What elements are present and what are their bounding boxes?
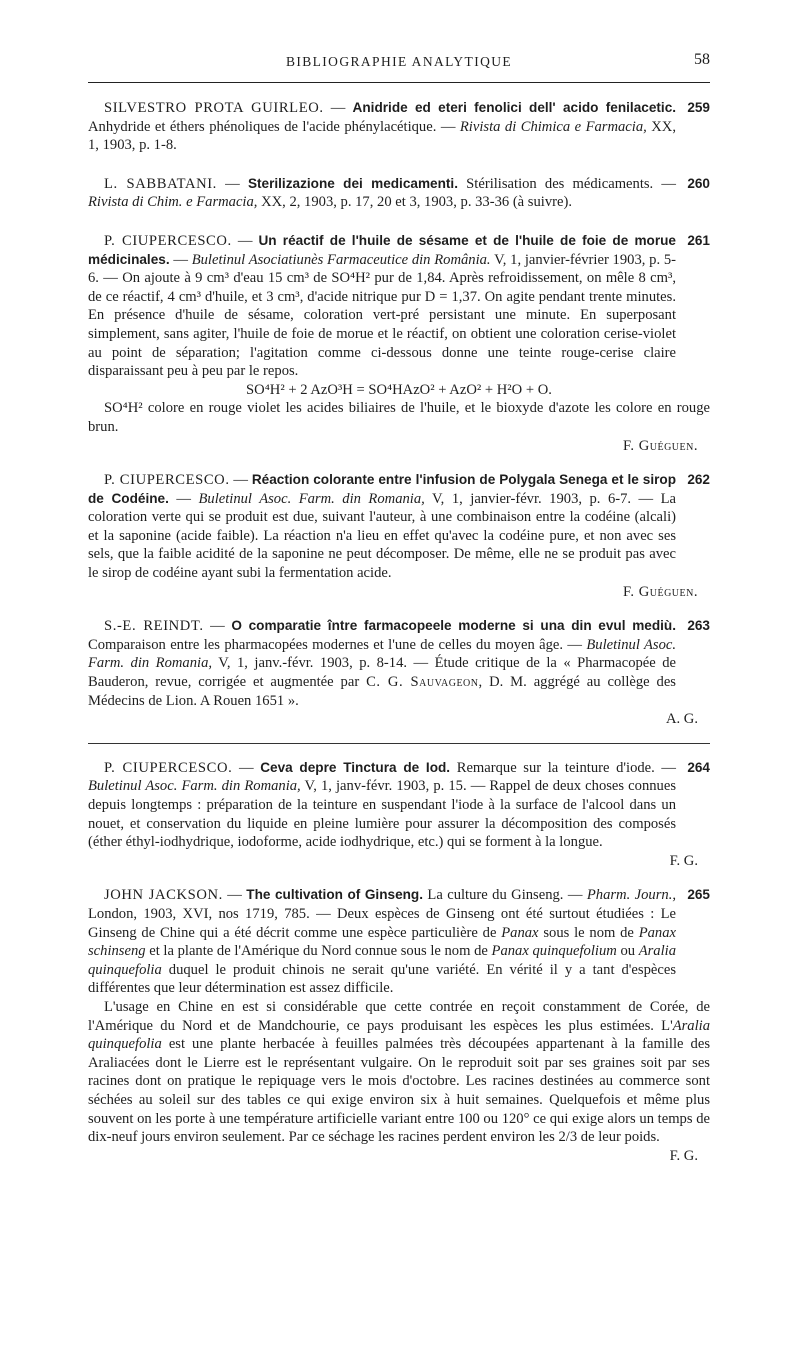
entry-title: Réaction colorante entre l'infusion de Polygala Senega et le sirop de Codéine. xyxy=(88,472,676,506)
entry-source: Pharm. Journ., xyxy=(586,887,676,904)
dash: — xyxy=(229,472,252,489)
entry-signature: F. G. xyxy=(669,852,698,869)
entry-text: Stérilisation des médicaments. — xyxy=(457,175,676,192)
entry-signature: F. Guéguen. xyxy=(622,437,698,454)
entry-title: The cultivation of Ginseng. xyxy=(246,887,424,903)
entry-text: Remarque sur la teinture d'iode. — xyxy=(450,759,676,776)
entry-264 xyxy=(88,759,710,871)
entry-source: Buletinul Asoc. Farm. din Romania, xyxy=(198,490,425,507)
taxon-name: Aralia quinquefolia xyxy=(88,1017,710,1053)
entry-tail: , D. M. aggrégé au collège des Médecins de Lion. A Rouen 1651 ». xyxy=(88,674,676,709)
entry-number: 265 xyxy=(681,886,710,905)
entry-source: Buletinul Asoc. Farm. din Romania, xyxy=(88,778,301,795)
entry-262 xyxy=(88,471,710,601)
entry-263 xyxy=(88,617,710,729)
entry-signature: F. Guéguen. xyxy=(622,583,698,600)
entry-259 xyxy=(88,99,710,155)
entry-body xyxy=(88,759,710,852)
dash: — xyxy=(231,232,259,249)
entry-260 xyxy=(88,175,710,212)
entry-author: JOHN JACKSON. xyxy=(104,887,223,904)
entry-tail: V, 1, janvier-févr. 1903, p. 6-7. — La coloration verte qui se produit est due, suivant l'auteur, à une combinaison entre la codéine (alcali) et la saponine (acide faible). La réaction n'a lieu en effet qu'avec la codéine pure, et non avec ses sels, que la faible acidité de la saponine ne peut décomposer. De même, elle ne se produit pas avec le sirop de codéine ayant subi la fermentation acide. xyxy=(88,490,677,582)
entry-author: SILVESTRO PROTA GUIRLEO. xyxy=(104,100,324,116)
dash: — xyxy=(232,759,261,776)
entry-text: La culture du Ginseng. — xyxy=(423,887,587,904)
running-title: BIBLIOGRAPHIE ANALYTIQUE xyxy=(285,54,513,69)
entry-tail: XX, 1, 1903, p. 1-8. xyxy=(88,118,676,154)
paragraph-text: L'usage en Chine en est si considérable que cette contrée en reçoit constamment de Corée, de l'Amérique du Nord et de Mandchourie, ce pays produisant les espèces les plus estimées. L' xyxy=(88,998,710,1034)
entry-text: Anhydride et éthers phénoliques de l'acide phénylacétique. — xyxy=(88,118,460,135)
page xyxy=(88,50,710,1165)
taxon-name: Panax xyxy=(501,924,539,941)
dash: — xyxy=(203,618,232,635)
entry-tail: sous le nom de xyxy=(538,924,639,941)
dash: — xyxy=(216,175,248,192)
chemical-formula: SO⁴H² + 2 AzO³H = SO⁴HAzO² + AzO² + H²O + O. xyxy=(246,381,552,398)
entry-source: Rivista di Chimica e Farmacia, xyxy=(459,118,647,135)
entry-number: 262 xyxy=(681,471,710,490)
entry-title: Ceva depre Tinctura de Iod. xyxy=(260,759,451,775)
entry-number: 263 xyxy=(681,617,710,636)
running-head xyxy=(88,50,710,76)
entry-tail: London, 1903, XVI, nos 1719, 785. — Deux espèces de Ginseng ont été surtout étudiées : Le Ginseng de Chine qui a été décrit comme une espèce particulière de xyxy=(88,905,676,941)
entry-265 xyxy=(88,886,710,1164)
entry-source: Rivista di Chim. e Farmacia, xyxy=(88,194,258,211)
entry-body xyxy=(88,175,710,212)
taxon-name: Aralia quinquefolia xyxy=(88,943,676,978)
entry-body xyxy=(88,471,710,583)
entry-body xyxy=(88,99,710,155)
entry-tail: V, 1, janv.-févr. 1903, p. 8-14. — Étude critique de la « Pharmacopée de Bauderon, revue, corrigée et augmentée par xyxy=(88,655,676,691)
entry-number: 264 xyxy=(681,759,710,778)
entry-text: — xyxy=(169,251,192,268)
entry-text: — xyxy=(168,490,199,507)
section-rule xyxy=(88,743,710,744)
entry-signature: F. G. xyxy=(669,1147,698,1164)
entry-tail: V, 1, janvier-février 1903, p. 5-6. — On ajoute à 9 cm³ d'eau 15 cm³ de SO⁴H² pur de 1,84. Après refroidissement, on mêle 8 cm³, de ce réactif, 4 cm³ d'huile, et 3 cm³, d'acide nitrique pur D = 1,37. On agite pendant trente minutes. En présence d'huile de sésame, coloration vert-pré persistant une minute. En superposant simplement, sans agiter, l'huile de foie de morue et le réactif, on obtient une coloration cerise-violet au point de séparation; l'agitation comme ci-dessous donne une teinte rouge-cerise claire disparaissant peu à peu par le repos. xyxy=(88,251,677,380)
entry-smallcaps-name: C. G. Sauvageon xyxy=(366,674,479,691)
entry-text: Comparaison entre les pharmacopées modernes et l'une de celles du moyen âge. — xyxy=(88,636,587,653)
entry-number: 259 xyxy=(681,99,710,118)
entry-author: P. CIUPERCESCO. xyxy=(104,472,230,489)
entry-paragraph xyxy=(88,998,710,1164)
entry-number: 260 xyxy=(681,175,710,194)
entry-title: O comparatie între farmacopeele moderne si una din evul mediù. xyxy=(231,618,677,634)
entry-261 xyxy=(88,232,710,455)
entry-author: S.-E. REINDT. xyxy=(104,618,204,635)
entry-paragraph: SO⁴H² colore en rouge violet les acides biliaires de l'huile, et le bioxyde d'azote les colore en rouge brun. xyxy=(88,400,710,435)
entry-number: 261 xyxy=(681,232,710,251)
paragraph-text: est une plante herbacée à feuilles palmées très découpées appartenant à la famille des Araliacées dont le Lierre est le représentant vulgaire. On le reproduit soit par ses graines soit par ses racines dont on pratique le repiquage vers le mois d'octobre. Les racines destinées au commerce sont séchées au soleil sur des tables ce qui exige environ six à huit semaines. Quelquefois et même plus souvent on les porte à une température artificielle variant entre 100 ou 120° ce qui exige alors un temps de dix-neuf jours environ seulement. Par ce séchage les racines perdent environ les 2/3 de leur poids. xyxy=(88,1036,710,1146)
dash: — xyxy=(222,887,247,904)
entry-author: P. CIUPERCESCO. xyxy=(104,232,232,249)
entry-source: Buletinul Asoc. Farm. din Romania, xyxy=(88,636,677,672)
entry-author: L. SABBATANI. xyxy=(104,175,217,192)
entry-title: Anidride ed eteri fenolici dell' acido fenilacetic. xyxy=(352,100,677,115)
entry-title: Sterilizazione dei medicamenti. xyxy=(247,175,458,191)
entry-source: Buletinul Asociatiunès Farmaceutice din România. xyxy=(191,251,491,268)
entry-title: Un réactif de l'huile de sésame et de l'huile de foie de morue médicinales. xyxy=(88,232,676,267)
entry-tail: V, 1, janv-févr. 1903, p. 15. — Rappel de deux choses connues depuis longtemps : préparation de la teinture en suspendant l'iode à la surface de l'alcool dans un nouet, et conservation du liquide en pleine lumière pour assurer la décomposition des composés (éther éthyl-iodhydrique, iodoforme, acide iodhydrique, etc.) qui se forment à la longue. xyxy=(88,778,677,851)
dash: — xyxy=(323,100,353,116)
entry-tail: XX, 2, 1903, p. 17, 20 et 3, 1903, p. 33-36 (à suivre). xyxy=(257,194,572,211)
entry-signature: A. G. xyxy=(665,711,698,728)
entry-tail: et la plante de l'Amérique du Nord connue sous le nom de xyxy=(145,943,492,960)
entry-tail: duquel le produit chinois ne serait qu'une variété. En vérité il y a tant d'espèces différentes que leur détermination est assez difficile. xyxy=(88,961,676,997)
entry-body xyxy=(88,617,710,710)
entry-body xyxy=(88,886,710,998)
taxon-name: Panax quinquefolium xyxy=(491,943,617,960)
page-number: 58 xyxy=(694,51,710,68)
entry-body xyxy=(88,232,710,381)
entry-tail: ou xyxy=(616,943,639,960)
entry-author: P. CIUPERCESCO. xyxy=(104,759,233,776)
taxon-name: Panax schinseng xyxy=(88,924,676,960)
